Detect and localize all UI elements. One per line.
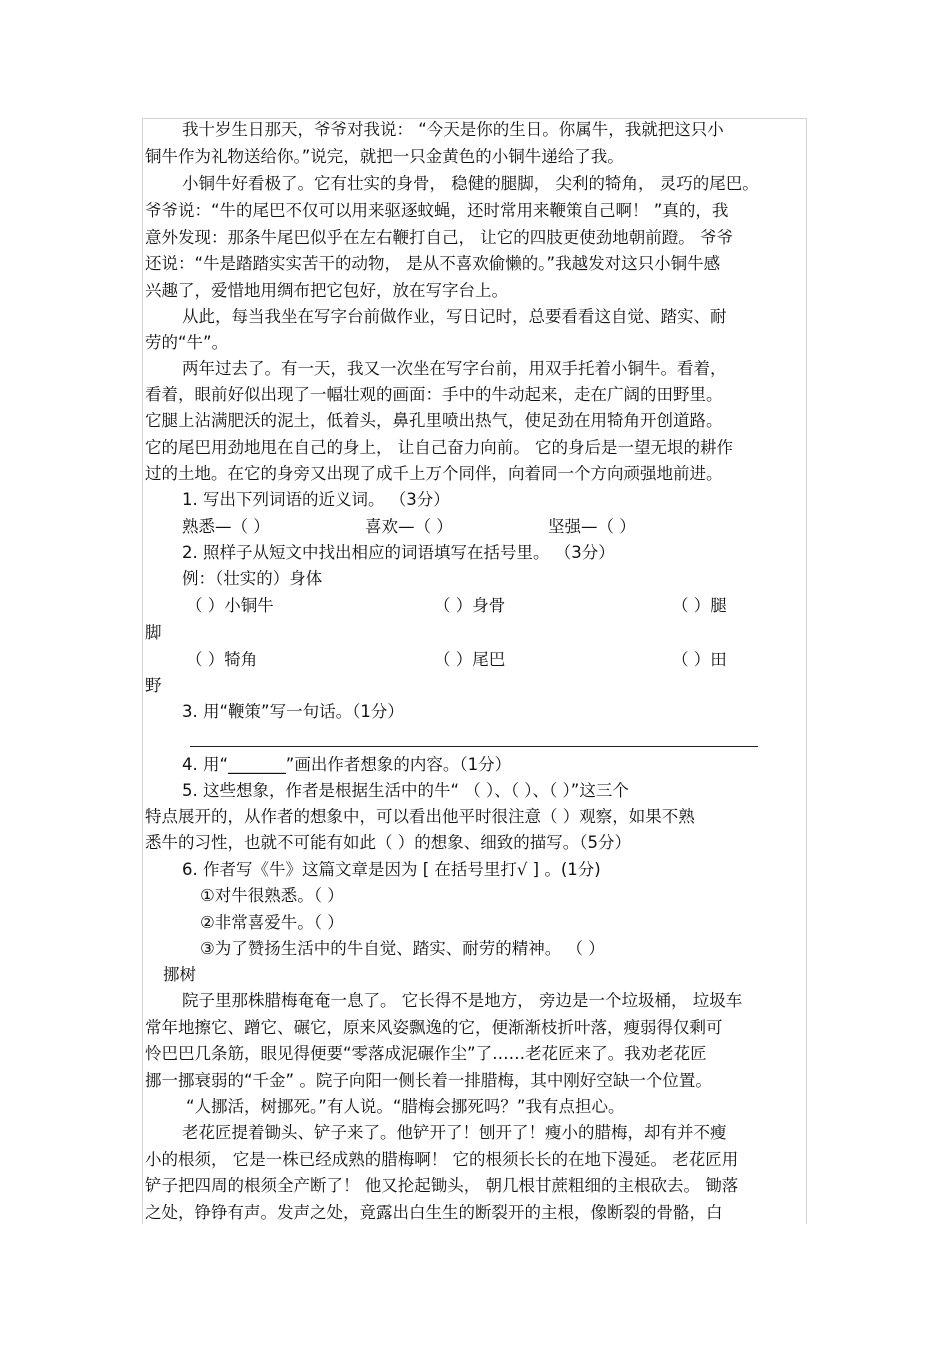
q1-blank-1[interactable]: 熟悉—（ ） bbox=[182, 517, 270, 536]
q2-wrap-text: 野 bbox=[145, 676, 162, 695]
question-5-line: 5. 这些想象，作者是根据生活中的牛“ （ ）、（ ）、（ ）”这三个 bbox=[182, 781, 629, 800]
passage2-title: 挪树 bbox=[163, 965, 196, 984]
q2-blank-6[interactable]: （ ）田 bbox=[672, 650, 727, 669]
passage1-line: 爷爷说：“牛的尾巴不仅可以用来驱逐蚊蝇，还时常用来鞭策自己啊！ ”真的，我 bbox=[145, 201, 729, 220]
passage1-line: 铜牛作为礼物送给你。”说完，就把一只金黄色的小铜牛递给了我。 bbox=[145, 147, 624, 166]
q6-option-1[interactable]: ①对牛很熟悉。（ ） bbox=[200, 886, 344, 905]
question-5-line: 特点展开的，从作者的想象中，可以看出他平时很注意（ ）观察，如果不熟 bbox=[145, 807, 695, 826]
passage2-line: 之处，铮铮有声。发声之处，竟露出白生生的断裂开的主根，像断裂的骨骼，白 bbox=[145, 1203, 723, 1222]
answer-line[interactable] bbox=[190, 746, 758, 747]
question-2: 2. 照样子从短文中找出相应的词语填写在括号里。 （3分） bbox=[182, 543, 615, 562]
q1-blank-2[interactable]: 喜欢—（ ） bbox=[365, 517, 453, 536]
passage1-line: 劳的“牛”。 bbox=[145, 333, 229, 352]
passage1-line: 意外发现：那条牛尾巴似乎在左右鞭打自己， 让它的四肢更使劲地朝前蹬。 爷爷 bbox=[145, 228, 733, 247]
passage2-line: 挪一挪衰弱的“千金” 。院子向阳一侧长着一排腊梅，其中刚好空缺一个位置。 bbox=[145, 1071, 712, 1090]
passage2-line: 老花匠提着锄头、铲子来了。他铲开了！刨开了！瘦小的腊梅，却有并不瘦 bbox=[182, 1123, 727, 1142]
passage1-line: 两年过去了。有一天，我又一次坐在写字台前，用双手托着小铜牛。看着， bbox=[182, 359, 727, 378]
question-4: 4. 用“_______”画出作者想象的内容。（1分） bbox=[182, 755, 512, 774]
passage2-line: 小的根须， 它是一株已经成熟的腊梅啊！ 它的根须长长的在地下漫延。 老花匠用 bbox=[145, 1150, 739, 1169]
passage1-line: 小铜牛好看极了。它有壮实的身骨， 稳健的腿脚， 尖利的犄角， 灵巧的尾巴。 bbox=[182, 174, 759, 193]
passage1-line: 兴趣了，爱惜地用绸布把它包好，放在写字台上。 bbox=[145, 281, 508, 300]
question-6: 6. 作者写《牛》这篇文章是因为 [ 在括号里打√ ] 。(1分) bbox=[182, 860, 601, 879]
passage2-line: 铲子把四周的根须全产断了！ 他又抡起锄头， 朝几根甘蔗粗细的主根砍去。 锄落 bbox=[145, 1176, 739, 1195]
passage2-line: 怜巴巴几条筋，眼见得便要“零落成泥碾作尘”了……老花匠来了。我劝老花匠 bbox=[145, 1044, 707, 1063]
question-1: 1. 写出下列词语的近义词。 （3分） bbox=[182, 490, 450, 509]
passage2-line: “人挪活，树挪死。”有人说。“腊梅会挪死吗？”我有点担心。 bbox=[186, 1097, 625, 1116]
q6-option-3[interactable]: ③为了赞扬生活中的牛自觉、踏实、耐劳的精神。 （ ） bbox=[200, 939, 605, 958]
passage1-line: 它的尾巴用劲地甩在自己的身上， 让自己奋力向前。 它的身后是一望无垠的耕作 bbox=[145, 438, 733, 457]
q2-blank-2[interactable]: （ ）身骨 bbox=[434, 596, 506, 615]
q2-wrap-text: 脚 bbox=[145, 623, 162, 642]
passage1-line: 我十岁生日那天，爷爷对我说： “今天是你的生日。你属牛，我就把这只小 bbox=[182, 120, 724, 139]
q2-example: 例：（壮实的）身体 bbox=[182, 569, 323, 588]
q2-blank-5[interactable]: （ ）尾巴 bbox=[434, 650, 506, 669]
q1-blank-3[interactable]: 坚强—（ ） bbox=[548, 517, 636, 536]
q2-blank-4[interactable]: （ ）犄角 bbox=[186, 650, 258, 669]
passage1-line: 看着，眼前好似出现了一幅壮观的画面：手中的牛动起来，走在广阔的田野里。 bbox=[145, 385, 723, 404]
passage2-line: 院子里那株腊梅奄奄一息了。 它长得不是地方， 旁边是一个垃圾桶， 垃圾车 bbox=[182, 991, 743, 1010]
q6-option-2[interactable]: ②非常喜爱牛。（ ） bbox=[200, 913, 344, 932]
q2-blank-3[interactable]: （ ）腿 bbox=[672, 596, 727, 615]
passage1-line: 从此，每当我坐在写字台前做作业，写日记时，总要看看这自觉、踏实、耐 bbox=[182, 307, 727, 326]
question-5-line: 悉牛的习性，也就不可能有如此（ ）的想象、细致的描写。（5分） bbox=[145, 833, 631, 852]
q2-blank-1[interactable]: （ ）小铜牛 bbox=[186, 596, 274, 615]
passage1-line: 它腿上沾满肥沃的泥土，低着头，鼻孔里喷出热气，使足劲在用犄角开创道路。 bbox=[145, 411, 723, 430]
passage1-line: 还说：“牛是踏踏实实苦干的动物， 是从不喜欢偷懒的。”我越发对这只小铜牛感 bbox=[145, 254, 721, 273]
passage1-line: 过的土地。在它的身旁又出现了成千上万个同伴，向着同一个方向顽强地前进。 bbox=[145, 464, 723, 483]
question-3: 3. 用“鞭策”写一句话。（1分） bbox=[182, 702, 404, 721]
passage2-line: 常年地擦它、蹭它、碾它，原来风姿飘逸的它，便渐渐枝折叶落，瘦弱得仅剩可 bbox=[145, 1018, 723, 1037]
